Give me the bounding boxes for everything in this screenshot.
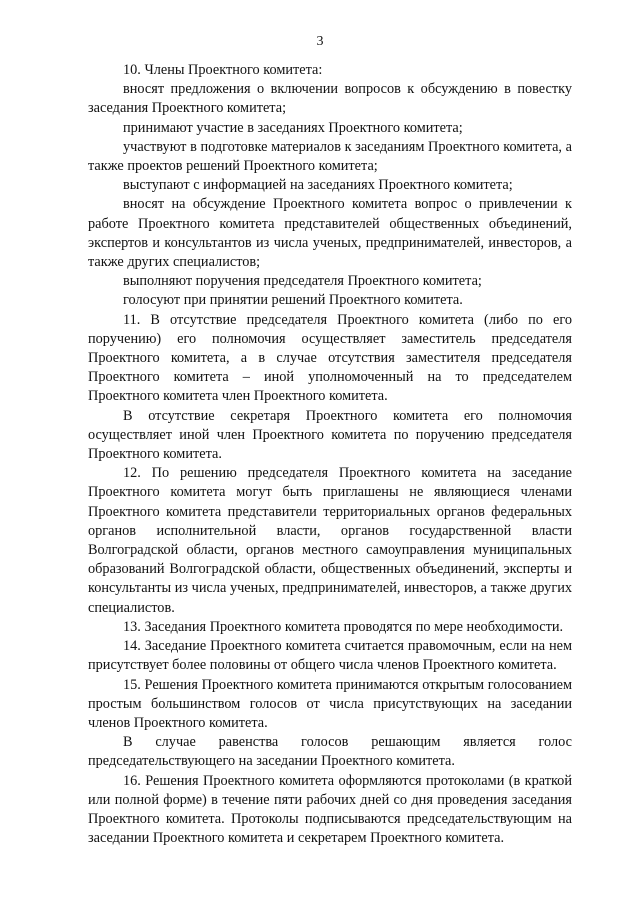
paragraph-14: 14. Заседание Проектного комитета считается правомочным, если на нем присутствует более половины от общего числа членов Проектного комитета. (88, 638, 572, 674)
paragraph-11: 11. В отсутствие председателя Проектного комитета (либо по его поручению) его полномочия осуществляет заместитель председателя Проектного комитета, а в случае отсутствия заместителя председателя Проектного комитета – иной уполномоченный на то председателем Проектного комитета член Проектного комитета. (88, 311, 572, 405)
paragraph-10-item-proposals: вносят предложения о включении вопросов к обсуждению в повестку заседания Проектного комитета; (88, 81, 572, 117)
paragraph-10-item-participation: принимают участие в заседаниях Проектного комитета; (123, 119, 463, 136)
paragraph-10-item-voting: голосуют при принятии решений Проектного комитета. (123, 292, 463, 309)
paragraph-10-item-speaking: выступают с информацией на заседаниях Проектного комитета; (123, 177, 513, 194)
paragraph-10-item-instructions: выполняют поручения председателя Проектного комитета; (123, 273, 482, 290)
paragraph-16: 16. Решения Проектного комитета оформляются протоколами (в краткой или полной форме) в течение пяти рабочих дней со дня проведения заседания Проектного комитета. Протоколы подписываются председательствующим на заседании Проектного комитета и секретарем Проектного комитета. (88, 772, 572, 847)
paragraph-10-item-preparation: участвуют в подготовке материалов к заседаниям Проектного комитета, а также проектов решений Проектного комитета; (88, 138, 572, 175)
paragraph-13: 13. Заседания Проектного комитета проводятся по мере необходимости. (123, 618, 564, 635)
paragraph-12: 12. По решению председателя Проектного комитета на заседание Проектного комитета могут быть приглашены не являющиеся членами Проектного комитета представители территориальных органов федеральных органов исполнительной власти, органов государственной власти Волгоградской области, органов местного самоуправления муниципальных образований Волгоградской области, общественных объединений, эксперты и консультанты из числа ученых, предпринимателей, инвесторов, а также других специалистов. (88, 465, 572, 616)
page-number: 3 (316, 34, 324, 49)
paragraph-10-heading: 10. Члены Проектного комитета: (123, 62, 323, 78)
paragraph-15-tie-vote: В случае равенства голосов решающим является голос председательствующего на заседании Проектного комитета. (88, 734, 572, 770)
paragraph-15: 15. Решения Проектного комитета принимаются открытым голосованием простым большинством голосов от числа присутствующих на заседании членов Проектного комитета. (88, 676, 572, 731)
paragraph-11-secretary: В отсутствие секретаря Проектного комитета его полномочия осуществляет иной член Проектного комитета по поручению председателя Проектного комитета. (88, 407, 572, 463)
document-body (88, 61, 572, 848)
paragraph-10-item-involvement: вносят на обсуждение Проектного комитета вопрос о привлечении к работе Проектного комитета представителей общественных объединений, экспертов и консультантов из числа ученых, предпринимателей, инвесторов, а также других специалистов; (88, 196, 572, 271)
